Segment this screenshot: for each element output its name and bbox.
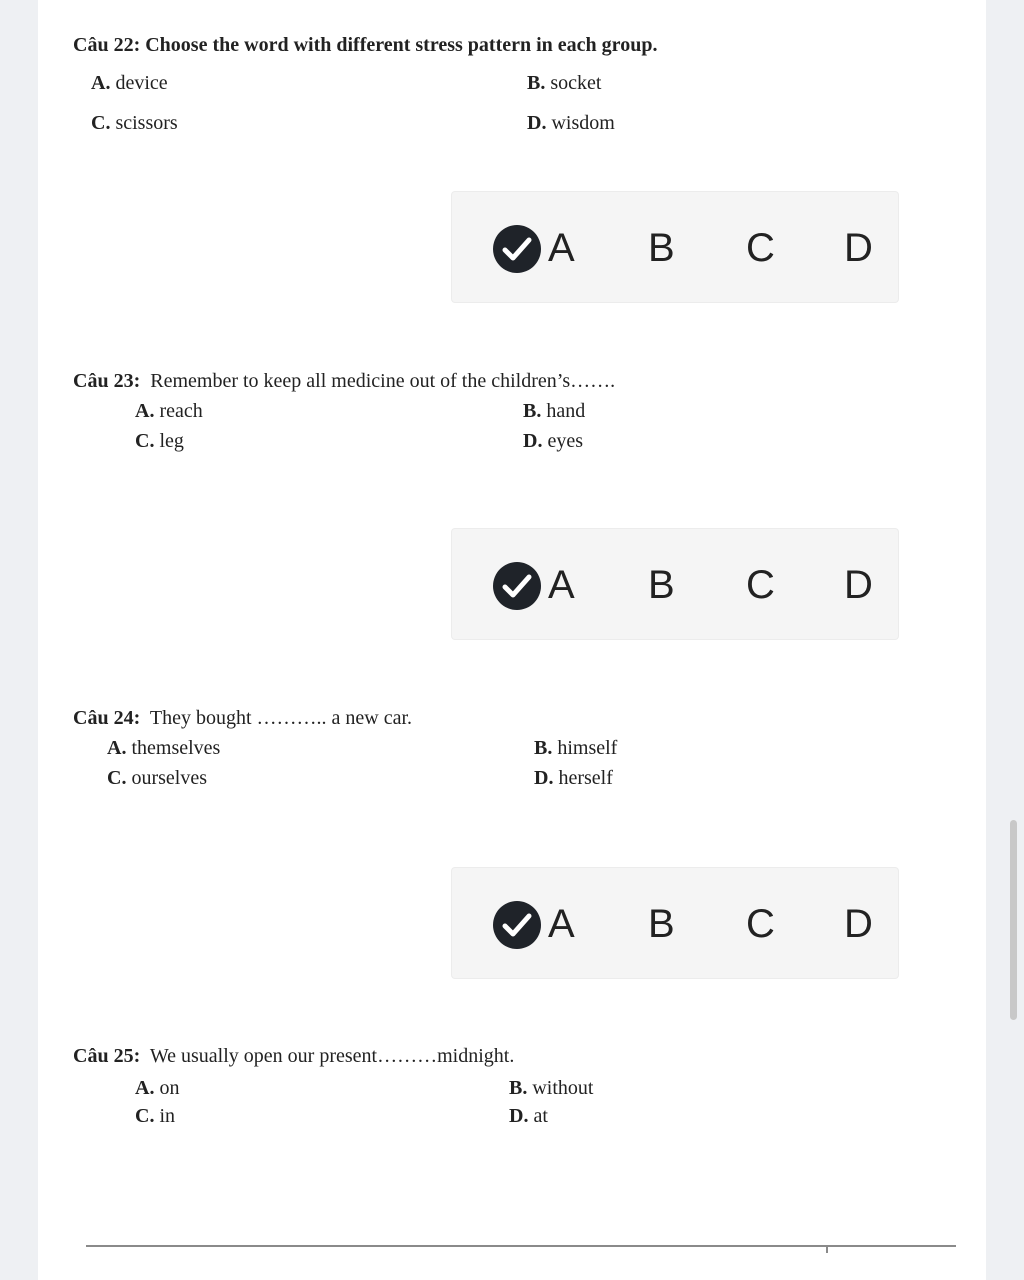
answer-b[interactable]: B [648,226,675,270]
check-circle-icon [492,561,542,611]
question-25 [73,1045,514,1068]
option-a: A. themselves [107,737,221,759]
answer-c[interactable]: C [746,563,775,607]
option-b: B. himself [534,737,618,759]
option-c: C. scissors [91,112,178,134]
option-b: B. hand [523,400,586,422]
answer-c[interactable]: C [746,902,775,946]
option-d: D. wisdom [527,112,615,134]
answer-b[interactable]: B [648,563,675,607]
option-b: B. without [509,1077,594,1099]
option-a: A. device [91,72,168,94]
answer-box-24 [451,867,899,979]
answer-d[interactable]: D [844,563,873,607]
option-a: A. reach [135,400,203,422]
answer-d[interactable]: D [844,226,873,270]
option-c: C. in [135,1105,176,1127]
answer-a[interactable]: A [548,902,575,946]
question-label: Câu 25: [73,1045,141,1067]
option-d: D. eyes [523,430,583,452]
answer-a[interactable]: A [548,226,575,270]
answer-b[interactable]: B [648,902,675,946]
option-a: A. on [135,1077,180,1099]
scrollbar-thumb[interactable] [1010,820,1017,1020]
answer-d[interactable]: D [844,902,873,946]
option-c: C. leg [135,430,184,452]
answer-box-22 [451,191,899,303]
question-24 [73,707,412,730]
question-text: They bought ……….. a new car. [140,707,413,729]
question-23 [73,370,615,393]
check-circle-icon [492,224,542,274]
question-text: We usually open our present………midnight. [140,1045,515,1067]
divider-tick [826,1246,828,1253]
question-label: Câu 23: [73,370,141,392]
question-text: Remember to keep all medicine out of the children’s……. [140,370,616,392]
option-d: D. at [509,1105,548,1127]
option-d: D. herself [534,767,613,789]
question-text: Choose the word with different stress pattern in each group. [140,34,658,56]
question-label: Câu 22: [73,34,141,56]
answer-c[interactable]: C [746,226,775,270]
question-22 [73,34,657,57]
answer-box-23 [451,528,899,640]
option-b: B. socket [527,72,602,94]
answer-a[interactable]: A [548,563,575,607]
question-label: Câu 24: [73,707,141,729]
option-c: C. ourselves [107,767,207,789]
check-circle-icon [492,900,542,950]
